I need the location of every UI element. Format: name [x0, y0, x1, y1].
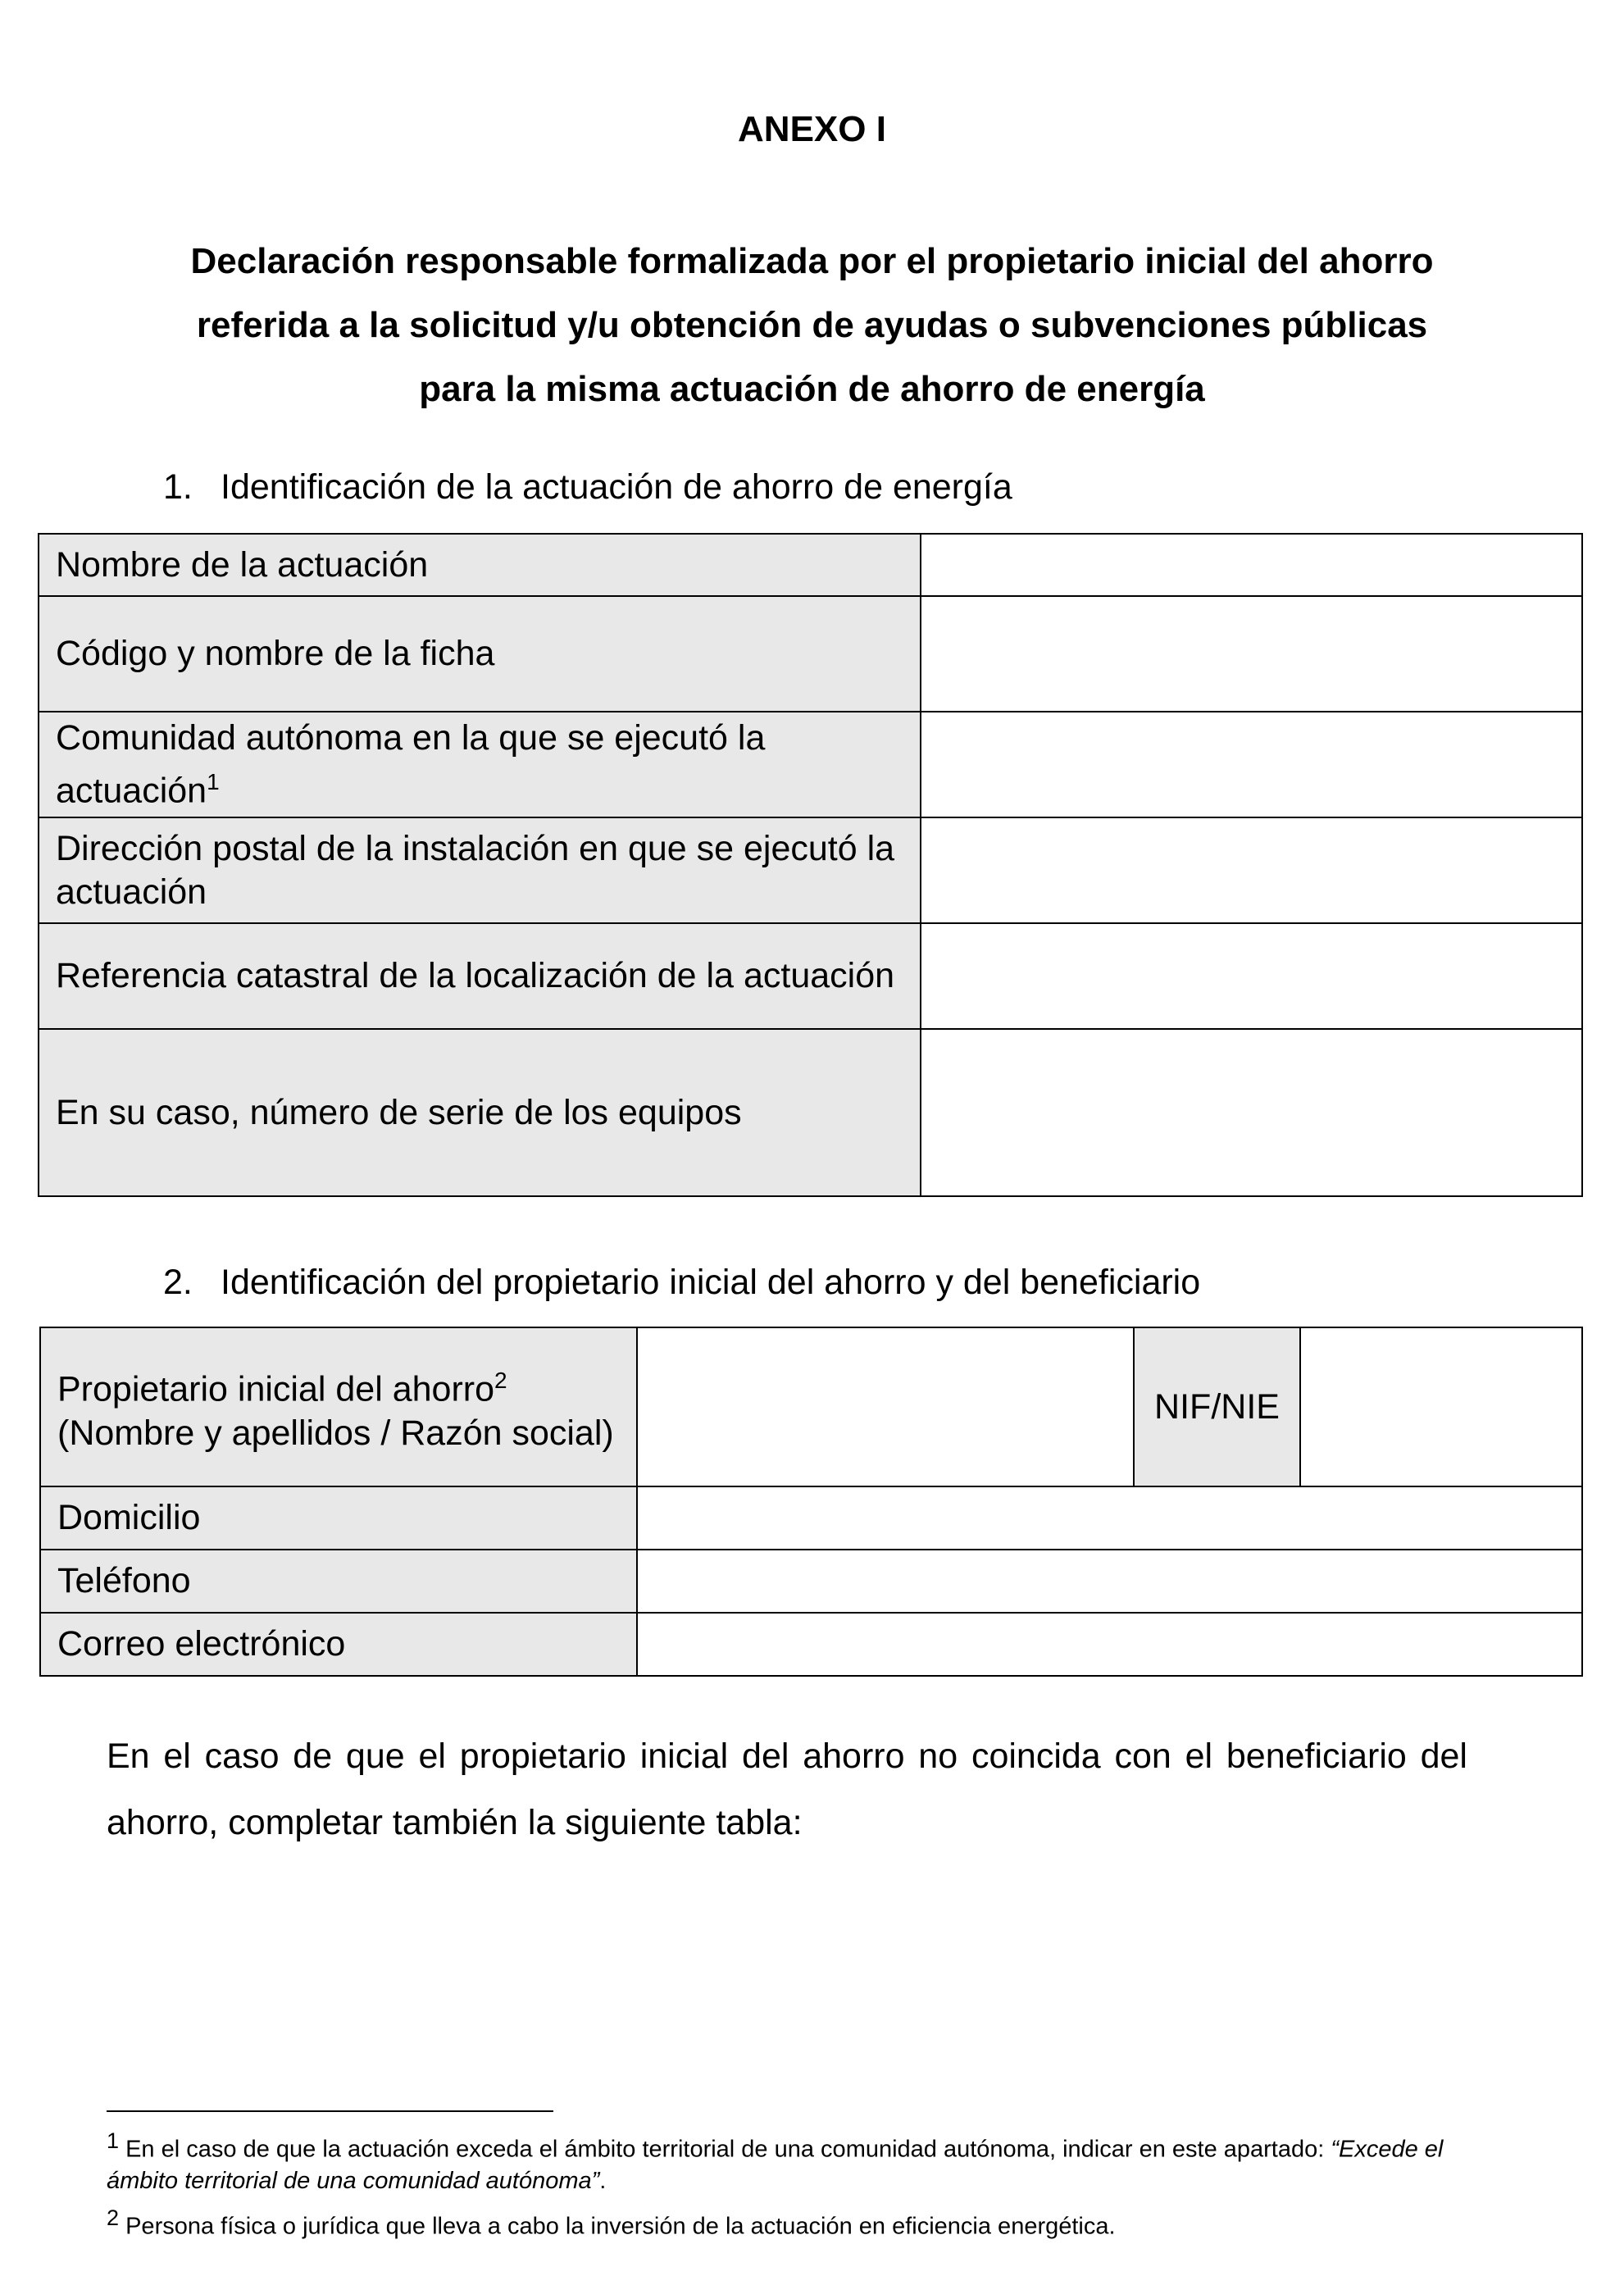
sheet-code-field[interactable] — [921, 596, 1582, 712]
section-number: 2. — [163, 1263, 193, 1302]
row-label: Nombre de la actuación — [39, 534, 921, 596]
table-row — [39, 817, 1582, 923]
footnote-divider — [107, 2110, 553, 2112]
cadastral-reference-field[interactable] — [921, 923, 1582, 1029]
autonomous-community-field[interactable] — [921, 712, 1582, 817]
annex-heading: ANEXO I — [738, 109, 886, 149]
email-field[interactable] — [637, 1613, 1582, 1676]
footnote-2: $^2$ Persona física o jurídica que lleva a cabo la inversión de la actuación en eficiencia energética. — [107, 2205, 1116, 2240]
nif-field[interactable] — [1300, 1327, 1582, 1486]
row-label: Comunidad autónoma en la que se ejecutó la actuación$^1$ — [39, 712, 921, 817]
title-line: Declaración responsable formalizada por el propietario inicial del ahorro — [190, 241, 1434, 281]
footnote-mark: 1 — [107, 2128, 120, 2153]
table-row — [40, 1550, 1582, 1613]
address-field[interactable] — [637, 1486, 1582, 1550]
footnote-ref: 1 — [207, 768, 220, 794]
footnote-ref: 2 — [494, 1368, 507, 1394]
owner-name-field[interactable] — [637, 1327, 1134, 1486]
table-row — [40, 1613, 1582, 1676]
row-label: Correo electrónico — [40, 1613, 637, 1676]
row-label: En su caso, número de serie de los equipos — [39, 1029, 921, 1196]
title-line: referida a la solicitud y/u obtención de ayudas o subvenciones públicas — [196, 305, 1428, 345]
section-2-heading — [163, 1263, 1200, 1303]
actuation-table — [38, 533, 1583, 1197]
row-label: Teléfono — [40, 1550, 637, 1613]
instruction-paragraph: En el caso de que el propietario inicial del ahorro no coincida con el beneficiario del ahorro, completar también la siguiente tabla: — [107, 1737, 1467, 1842]
section-1-heading — [163, 467, 1012, 508]
section-number: 1. — [163, 467, 193, 507]
row-label: Referencia catastral de la localización de la actuación — [39, 923, 921, 1029]
row-label: Domicilio — [40, 1486, 637, 1550]
owner-table — [39, 1327, 1583, 1677]
section-title: Identificación de la actuación de ahorro de energía — [221, 467, 1012, 507]
phone-field[interactable] — [637, 1550, 1582, 1613]
serial-number-field[interactable] — [921, 1029, 1582, 1196]
row-label: Código y nombre de la ficha — [39, 596, 921, 712]
table-row — [40, 1486, 1582, 1550]
nif-label: NIF/NIE — [1134, 1327, 1300, 1486]
footnote-mark: 2 — [107, 2205, 120, 2230]
table-row — [39, 534, 1582, 596]
section-title: Identificación del propietario inicial del ahorro y del beneficiario — [221, 1263, 1201, 1302]
table-row — [39, 712, 1582, 817]
postal-address-field[interactable] — [921, 817, 1582, 923]
row-label: Dirección postal de la instalación en que se ejecutó la actuación — [39, 817, 921, 923]
table-row — [40, 1327, 1582, 1486]
title-line: para la misma actuación de ahorro de energía — [419, 369, 1205, 409]
table-row — [39, 596, 1582, 712]
footnote-1: $^1$ En el caso de que la actuación exceda el ámbito territorial de una comunidad autónoma, indicar en este apartado: “Excede el ámbito territorial de una comunidad autónoma”. — [107, 2128, 1444, 2194]
row-label: Propietario inicial del ahorro$^2$ (Nombre y apellidos / Razón social) — [40, 1327, 637, 1486]
actuation-name-field[interactable] — [921, 534, 1582, 596]
table-row — [39, 1029, 1582, 1196]
document-title — [123, 230, 1501, 421]
table-row — [39, 923, 1582, 1029]
